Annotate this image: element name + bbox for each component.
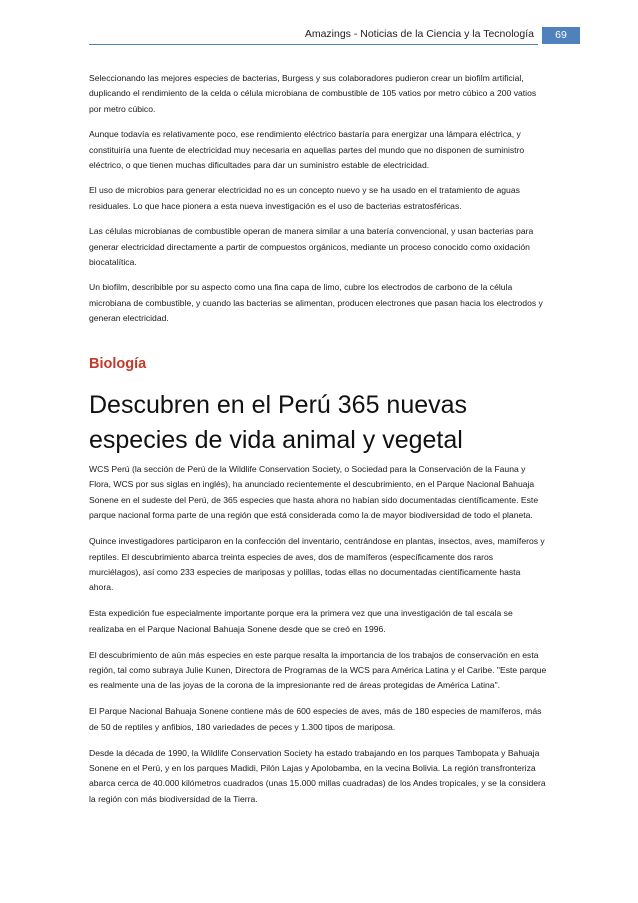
paragraph: Aunque todavía es relativamente poco, ese rendimiento eléctrico bastaría para energizar una lámpara eléctrica, y constituiría una fuente de electricidad muy necesaria en aquellas partes del mundo que no disponen de suministro eléctrico, o que tienen muchas dificultades para dar un suministro estable de electricidad. [89,129,525,171]
paragraph: Desde la década de 1990, la Wildlife Conservation Society ha estado trabajando en los parques Tambopata y Bahuaja Sonene en el Perú, y en los parques Madidi, Pilón Lajas y Apolobamba, en la vecina Bolivia. La región transfronteriza abarca cerca de 40.000 kilómetros cuadrados (unas 15.000 millas cuadradas) de los Andes tropicales, y se la considera la región con más biodiversidad de la Tierra. [89,747,546,804]
page-header [0,27,638,45]
paragraph: El uso de microbios para generar electricidad no es un concepto nuevo y se ha usado en el tratamiento de aguas residuales. Lo que hace pionera a esta nueva investigación es el uso de bacterias estratosféricas. [89,185,520,211]
header-rule [89,44,538,45]
paragraph: Esta expedición fue especialmente importante porque era la primera vez que una investigación de tal escala se realizaba en el Parque Nacional Bahuaja Sonene desde que se creó en 1996. [89,608,513,634]
running-header-title: Amazings - Noticias de la Ciencia y la Tecnología [304,28,534,40]
article-body [89,462,547,818]
paragraph: Las células microbianas de combustible operan de manera similar a una batería convencional, y usan bacterias para generar electricidad directamente a partir de compuestos orgánicos, mediante un proceso conocido como oxidación biocatalítica. [89,226,534,268]
article-title: Descubren en el Perú 365 nuevas especies de vida animal y vegetal [89,391,468,454]
paragraph: WCS Perú (la sección de Perú de la Wildlife Conservation Society, o Sociedad para la Conservación de la Fauna y Flora, WCS por sus siglas en inglés), ha anunciado recientemente el descubrimiento, en el Parque Nacional Bahuaja Sonene en el sudeste del Perú, de 365 especies que hasta ahora no habían sido documentadas científicamente. Este parque nacional forma parte de una región que está considerada como la de mayor biodiversidad de todo el planeta. [89,464,539,521]
intro-text-block [89,71,547,337]
paragraph: Seleccionando las mejores especies de bacterias, Burgess y sus colaboradores pudieron crear un biofilm artificial, duplicando el rendimiento de la celda o célula microbiana de combustible de 105 vatios por metro cúbico a 200 vatios por metro cúbico. [89,73,537,114]
paragraph: El descubrimiento de aún más especies en este parque resalta la importancia de los trabajos de conservación en esta región, tal como subraya Julie Kunen, Directora de Programas de la WCS para América Latina y el Caribe. "Este parque es realmente una de las joyas de la corona de la impresionante red de áreas protegidas de América Latina". [89,649,547,691]
paragraph: El Parque Nacional Bahuaja Sonene contiene más de 600 especies de aves, más de 180 especies de mamíferos, más de 50 de reptiles y anfibios, 180 variedades de peces y 1.300 tipos de mariposa. [89,706,542,732]
page-number-badge: 69 [542,27,580,44]
paragraph: Un biofilm, describible por su aspecto como una fina capa de limo, cubre los electrodos de carbono de la célula microbiana de combustible, y cuando las bacterias se alimentan, producen electrones que pasan hacia los electrodos y generan electricidad. [89,282,543,324]
section-label: Biología [89,356,147,372]
paragraph: Quince investigadores participaron en la confección del inventario, centrándose en plantas, insectos, aves, mamíferos y reptiles. El descubrimiento abarca treinta especies de aves, dos de mamíferos (específicamente dos raros murciélagos), así como 233 especies de mariposas y polillas, todas ellas no documentadas científicamente hasta ahora. [89,536,545,593]
